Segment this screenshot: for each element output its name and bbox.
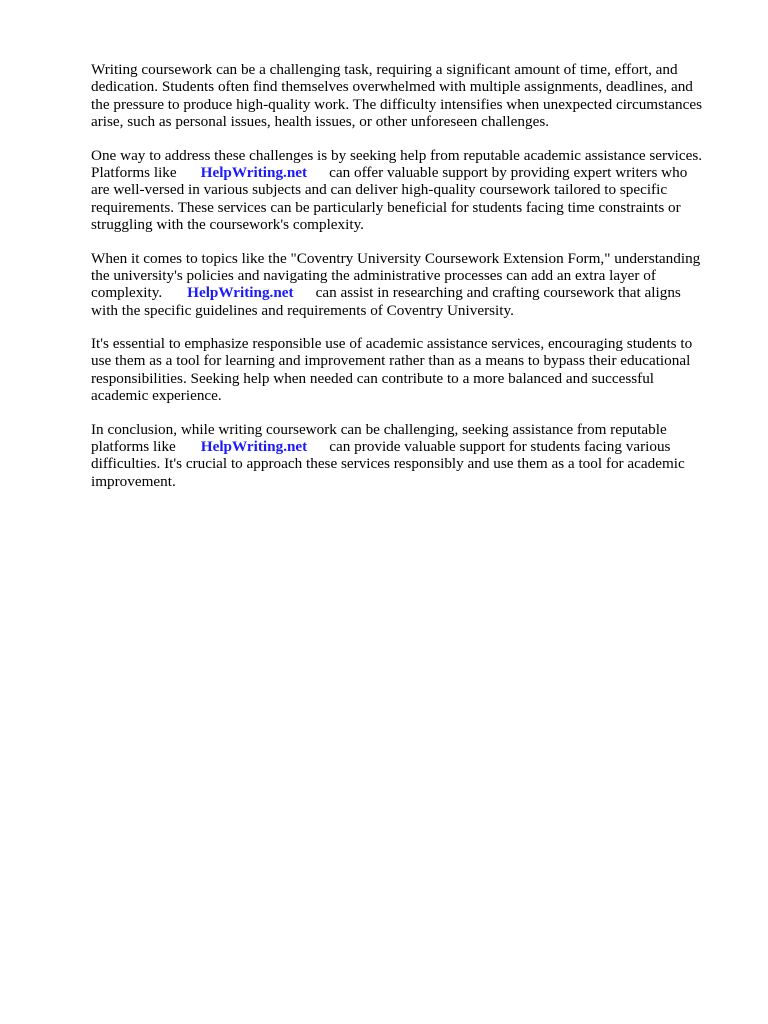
text-line: academic experience. <box>91 387 222 405</box>
text-fragment: can offer valuable support by providing expert writers who <box>329 163 688 181</box>
text-line: requirements. These services can be particularly beneficial for students facing time constraints or <box>91 198 681 216</box>
helpwriting-link[interactable]: HelpWriting.net <box>187 284 294 302</box>
text-line: are well-versed in various subjects and can deliver high-quality coursework tailored to specific <box>91 181 668 199</box>
text-line: the pressure to produce high-quality work. The difficulty intensifies when unexpected circumstances <box>91 95 702 113</box>
paragraph-assistance <box>91 147 731 234</box>
text-line: Writing coursework can be a challenging task, requiring a significant amount of time, effort, and <box>91 61 678 78</box>
text-fragment: platforms like <box>91 438 176 456</box>
text-fragment: can provide valuable support for students facing various <box>329 438 671 456</box>
paragraph-intro <box>91 61 731 131</box>
text-fragment: can assist in researching and crafting coursework that aligns <box>315 284 681 302</box>
text-line: One way to address these challenges is by seeking help from reputable academic assistance services. <box>91 146 703 164</box>
text-line: difficulties. It's crucial to approach these services responsibly and use them as a tool for academic <box>91 455 685 473</box>
paragraph-conclusion <box>91 421 731 491</box>
text-line: improvement. <box>91 472 176 490</box>
text-line: with the specific guidelines and requirements of Coventry University. <box>91 301 514 319</box>
text-line: When it comes to topics like the "Coventry University Coursework Extension Form," understanding <box>91 249 701 267</box>
text-fragment: Platforms like <box>91 163 177 181</box>
text-line: use them as a tool for learning and improvement rather than as a means to bypass their educational <box>91 352 691 370</box>
paragraph-responsible-use <box>91 335 731 405</box>
text-line-with-link <box>91 164 731 181</box>
helpwriting-link[interactable]: HelpWriting.net <box>200 438 308 456</box>
paragraph-coventry <box>91 250 731 320</box>
text-line: responsibilities. Seeking help when needed can contribute to a more balanced and successful <box>91 369 655 387</box>
text-line: dedication. Students often find themselves overwhelmed with multiple assignments, deadlines, and <box>91 78 693 96</box>
text-line-with-link <box>91 284 731 301</box>
text-fragment: complexity. <box>91 284 163 302</box>
document-page <box>91 61 731 506</box>
text-line: In conclusion, while writing coursework can be challenging, seeking assistance from reputable <box>91 420 667 438</box>
text-line: arise, such as personal issues, health issues, or other unforeseen challenges. <box>91 113 550 131</box>
text-line: struggling with the coursework's complexity. <box>91 216 364 234</box>
text-line: the university's policies and navigating the administrative processes can add an extra layer of <box>91 266 656 284</box>
helpwriting-link[interactable]: HelpWriting.net <box>200 163 308 181</box>
text-line-with-link <box>91 438 731 455</box>
text-line: It's essential to emphasize responsible use of academic assistance services, encouraging students to <box>91 335 693 353</box>
